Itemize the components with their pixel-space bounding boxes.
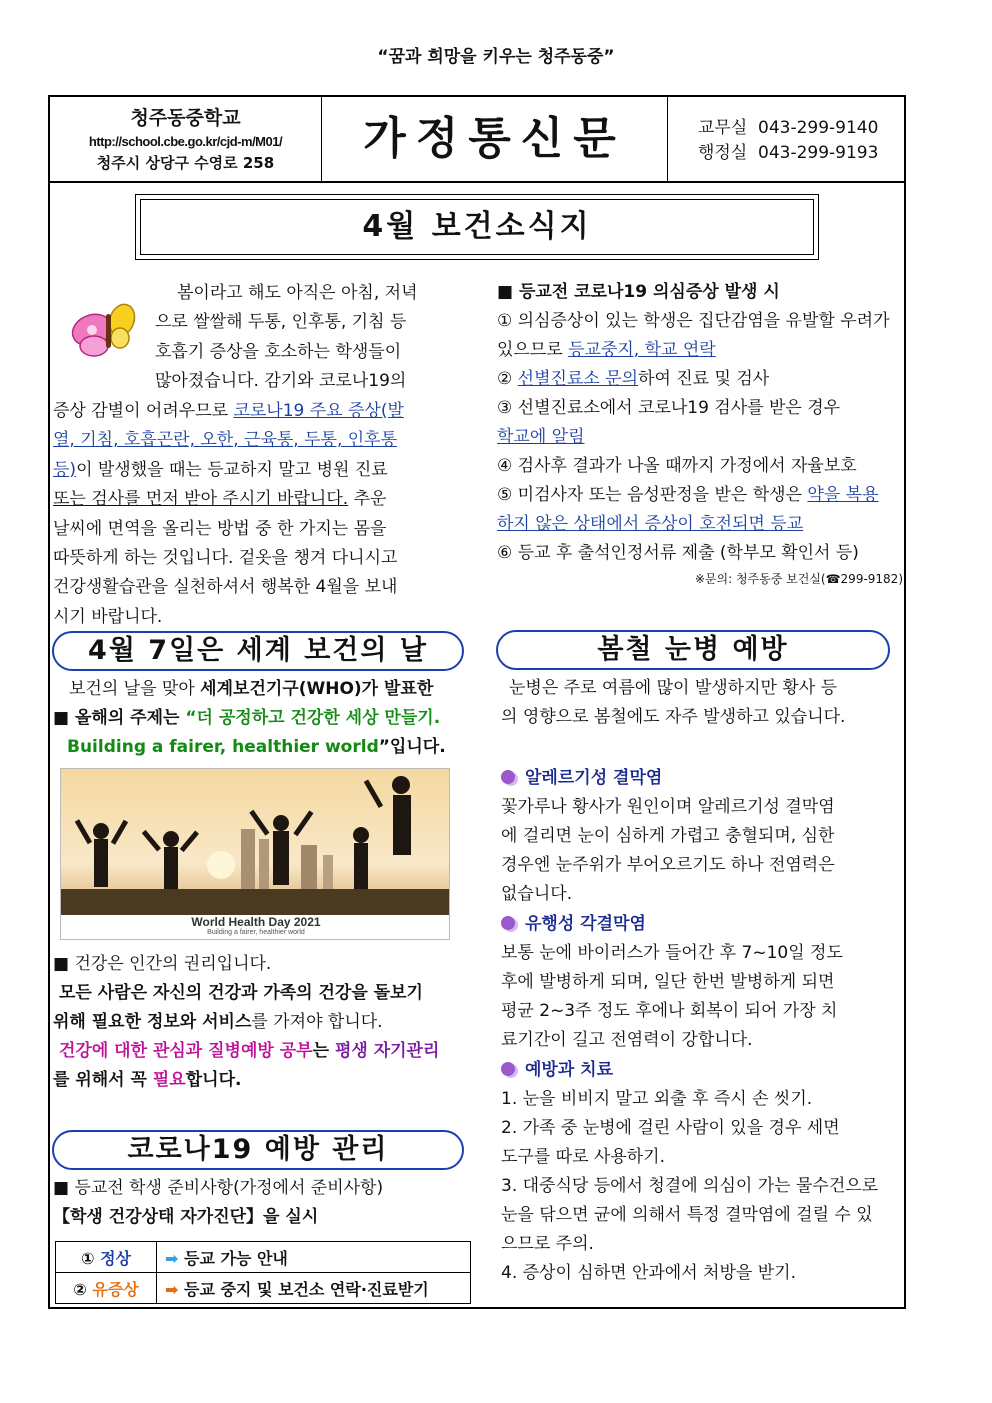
action-text: 등교 가능 안내 [183, 1248, 288, 1268]
symptom-link[interactable]: 약을 복용 [807, 485, 879, 505]
arrow-right-icon: ➡ [165, 1279, 179, 1299]
contact-note: ※문의: 청주동중 보건실(☎299-9182) [694, 572, 903, 586]
intro-line: 날씨에 면역을 올리는 방법 중 한 가지는 몸을 [53, 518, 387, 539]
rights-highlight: 건강에 대한 관심과 질병예방 공부 [59, 1041, 313, 1061]
rights-text: 합니다. [185, 1070, 242, 1090]
eye-disease-title: 봄철 눈병 예방 [496, 630, 890, 670]
health-day-line [53, 704, 473, 733]
subsection-heading [501, 1055, 901, 1085]
symptom-item [497, 336, 907, 365]
intro-text: 이 발생했을 때는 등교하지 말고 병원 진료 [76, 459, 388, 480]
rights-highlight: 평생 자기관리 [334, 1041, 440, 1061]
intro-symptom-link[interactable]: 열, 기침, 호흡곤란, 오한, 근육통, 두통, 인후통 [53, 430, 398, 451]
eye-text-line: 에 걸리면 눈이 심하게 가렵고 충혈되며, 심한 [501, 826, 835, 846]
school-info [50, 97, 322, 181]
phone-row [698, 141, 878, 166]
table-row [56, 1242, 471, 1273]
eye-text-line: 평균 2~3주 정도 후에나 회복이 되어 가장 치 [501, 1001, 838, 1021]
rights-text: 는 [312, 1041, 335, 1061]
phone-label: 교무실 [698, 118, 748, 138]
eye-text-line: 으므로 주의. [501, 1234, 594, 1254]
phone-row [698, 116, 878, 141]
subsection-title: 알레르기성 결막염 [525, 768, 663, 788]
status-num: ① [80, 1248, 95, 1268]
eye-text-line: 경우엔 눈주위가 부어오르기도 하나 전염력은 [501, 855, 835, 875]
eye-text-line: 눈을 닦으면 균에 의해서 특정 결막염에 걸릴 수 있 [501, 1205, 873, 1225]
action-text: 등교 중지 및 보건소 연락·진료받기 [183, 1279, 429, 1299]
subsection-title: 예방과 치료 [525, 1060, 614, 1080]
rights-line: ■ 건강은 인간의 권리입니다. [53, 954, 272, 974]
symptom-num: ② [497, 369, 518, 389]
theme-korean: “더 공정하고 건강한 세상 만들기. [185, 708, 441, 728]
intro-line: 호흡기 증상을 호소하는 학생들이 [155, 341, 402, 362]
eye-text-line: 료기간이 길고 전염력이 강합니다. [501, 1030, 753, 1050]
intro-line: 따뜻하게 하는 것입니다. 겉옷을 챙겨 다니시고 [53, 548, 398, 569]
intro-line [53, 426, 460, 455]
eye-text-line: 3. 대중식당 등에서 청결에 의심이 가는 물수건으로 [501, 1176, 879, 1196]
theme-english: Building a fairer, healthier world [67, 737, 379, 757]
intro-paragraph [53, 397, 460, 632]
health-day-text: ■ 올해의 주제는 [53, 708, 186, 728]
subsection-title: 유행성 각결막염 [525, 914, 646, 934]
symptom-item [497, 365, 907, 394]
intro-underlined: 또는 검사를 먼저 받아 주시기 바랍니다. [53, 489, 349, 510]
status-num: ② [73, 1279, 87, 1299]
eye-text-line: 보통 눈에 바이러스가 들어간 후 7~10일 정도 [501, 943, 843, 963]
intro-line: 많아졌습니다. 감기와 코로나19의 [155, 371, 407, 392]
rights-bold: 위해 필요한 정보와 서비스 [53, 1012, 252, 1032]
health-day-text: 보건의 날을 맞아 [69, 679, 201, 699]
symptom-item: ⑥ 등교 후 출석인정서류 제출 (학부모 확인서 등) [497, 543, 859, 563]
intro-symptom-link[interactable]: 코로나19 주요 증상(발 [233, 401, 404, 421]
status-cell [56, 1242, 157, 1273]
symptom-item [497, 510, 907, 539]
corona-prevention-title: 코로나19 예방 관리 [52, 1130, 464, 1170]
self-check-table [55, 1241, 471, 1304]
rights-line [53, 1008, 473, 1037]
health-day-text: ”입니다. [378, 737, 446, 757]
phone-list [698, 116, 878, 166]
status-cell [56, 1273, 157, 1304]
intro-line: 으로 쌀쌀해 두통, 인후통, 기침 등 [155, 312, 407, 333]
status-label: 유증상 [92, 1279, 139, 1299]
eye-intro-line: 눈병은 주로 여름에 많이 발생하지만 황사 등 [509, 678, 838, 698]
intro-line: 시기 바랍니다. [53, 606, 163, 627]
main-title: 4월 보건소식지 [140, 199, 814, 255]
phone-number: 043-299-9193 [758, 143, 879, 163]
symptom-item [497, 423, 907, 452]
eye-text-line: 없습니다. [501, 884, 573, 904]
eye-disease-section [501, 674, 901, 1288]
photo-subcaption: Building a fairer, healthier world [207, 929, 305, 936]
symptom-item [497, 481, 907, 510]
action-cell [157, 1242, 471, 1273]
eye-text-line: 꽃가루나 황사가 원인이며 알레르기성 결막염 [501, 797, 835, 817]
symptom-text: 있으므로 [497, 340, 569, 360]
phone-number: 043-299-9140 [758, 118, 879, 138]
eye-text-line: 도구를 따로 사용하기. [501, 1147, 666, 1167]
corona-prevention-text [53, 1174, 473, 1232]
bullet-icon [501, 770, 515, 784]
photo-caption: World Health Day 2021 [191, 915, 321, 929]
rights-line: 모든 사람은 자신의 건강과 가족의 건강을 돌보기 [59, 983, 423, 1003]
school-address: 청주시 상당구 수영로 258 [96, 154, 275, 172]
health-day-title: 4월 7일은 세계 보건의 날 [52, 631, 464, 671]
health-day-intro [53, 675, 473, 762]
intro-line: 건강생활습관을 실천하셔서 행복한 4월을 보내 [53, 577, 398, 598]
health-rights [53, 950, 473, 1095]
school-name: 청주동중학교 [130, 107, 241, 129]
intro-line [53, 485, 460, 514]
intro-line [53, 456, 460, 485]
prevention-line: ■ 등교전 학생 준비사항(가정에서 준비사항) [53, 1178, 384, 1198]
bullet-icon [501, 1062, 515, 1076]
symptom-text: 하여 진료 및 검사 [638, 369, 770, 389]
prevention-line: 【학생 건강상태 자가진단】을 실시 [53, 1207, 319, 1227]
school-motto: “꿈과 희망을 키우는 청주동중” [377, 47, 615, 67]
table-row [56, 1273, 471, 1304]
section-heading: ■ 등교전 코로나19 의심증상 발생 시 [497, 282, 780, 302]
intro-text: 증상 감별이 어려우므로 [53, 401, 234, 421]
world-health-day-photo [60, 768, 450, 940]
intro-symptom-link[interactable]: 등) [53, 459, 77, 480]
who-name: 세계보건기구(WHO)가 발표한 [200, 679, 434, 699]
arrow-right-icon: ➡ [165, 1248, 179, 1268]
subsection-heading [501, 764, 901, 793]
corona-symptom-section [497, 278, 907, 587]
rights-line [53, 1066, 473, 1095]
eye-text-line: 2. 가족 중 눈병에 걸린 사람이 있을 경우 세면 [501, 1118, 840, 1138]
eye-text-line: 후에 발병하게 되며, 일단 한번 발병하게 되면 [501, 972, 835, 992]
symptom-link[interactable]: 선별진료소 문의 [517, 369, 639, 389]
symptom-text: ⑤ 미검사자 또는 음성판정을 받은 학생은 [497, 485, 808, 505]
symptom-link[interactable]: 학교에 알림 [497, 427, 585, 447]
health-day-line [53, 733, 473, 762]
status-label: 정상 [100, 1248, 132, 1268]
newsletter-title: 가정통신문 [322, 97, 668, 181]
symptom-link[interactable]: 하지 않은 상태에서 증상이 호전되면 등교 [497, 514, 804, 534]
subsection-heading [501, 909, 901, 939]
rights-text: 를 가져야 합니다. [251, 1012, 383, 1032]
eye-intro-line: 의 영향으로 봄철에도 자주 발생하고 있습니다. [501, 707, 846, 727]
phone-label: 행정실 [698, 143, 748, 163]
rights-line [53, 1037, 473, 1066]
eye-text-line: 4. 증상이 심하면 안과에서 처방을 받기. [501, 1263, 796, 1283]
intro-line: 봄이라고 해도 아직은 아침, 저녁 [177, 283, 418, 303]
butterfly-icon [66, 298, 146, 362]
symptom-item: ④ 검사후 결과가 나올 때까지 가정에서 자율보호 [497, 456, 857, 476]
action-cell [157, 1273, 471, 1304]
intro-line [53, 397, 460, 426]
eye-text-line: 1. 눈을 비비지 말고 외출 후 즉시 손 씻기. [501, 1089, 813, 1109]
bullet-icon [501, 916, 515, 930]
symptom-item: ③ 선별진료소에서 코로나19 검사를 받은 경우 [497, 398, 841, 418]
symptom-item: ① 의심증상이 있는 학생은 집단감염을 유발할 우려가 [497, 311, 890, 331]
intro-text: 추운 [348, 489, 387, 510]
symptom-link[interactable]: 등교중지, 학교 연락 [568, 340, 716, 360]
photo-caption-box [61, 915, 450, 936]
health-day-line [53, 675, 473, 704]
intro-lines [155, 279, 460, 397]
rights-highlight: 필요 [152, 1070, 186, 1090]
school-url[interactable]: http://school.cbe.go.kr/cjd-m/M01/ [88, 134, 283, 149]
rights-text: 를 위해서 꼭 [53, 1070, 153, 1090]
